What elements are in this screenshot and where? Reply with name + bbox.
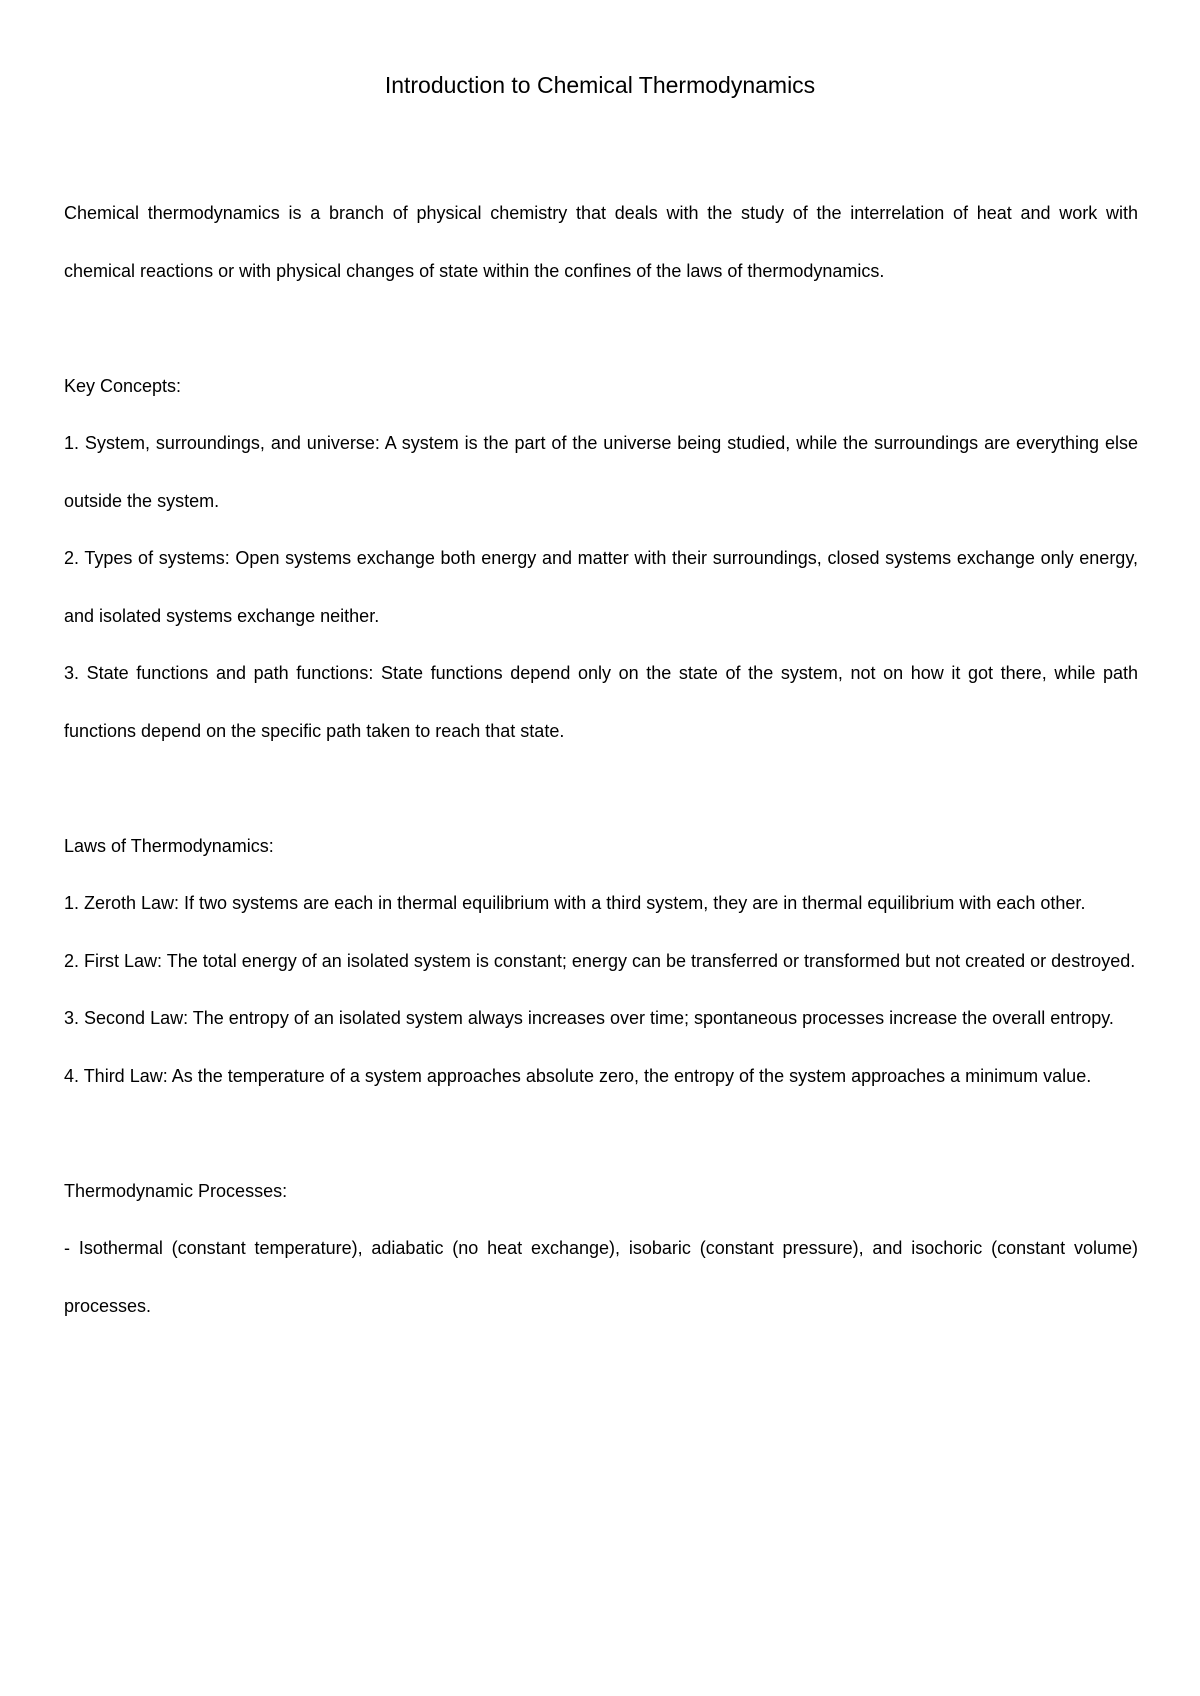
key-concept-item: 1. System, surroundings, and universe: A system is the part of the universe being studied, while the surroundings are everything else outside the system. (64, 433, 1138, 511)
law-item: 2. First Law: The total energy of an isolated system is constant; energy can be transferred or transformed but not created or destroyed. (64, 950, 1136, 971)
document-title: Introduction to Chemical Thermodynamics (384, 72, 816, 98)
processes-heading: Thermodynamic Processes: (64, 1180, 288, 1201)
law-item: 1. Zeroth Law: If two systems are each in thermal equilibrium with a third system, they are in thermal equilibrium with each other. (64, 893, 1086, 913)
key-concepts-heading: Key Concepts: (64, 375, 182, 396)
key-concept-item: 2. Types of systems: Open systems exchange both energy and matter with their surroundings, closed systems exchange only energy, and isolated systems exchange neither. (64, 548, 1138, 626)
intro-paragraph: Chemical thermodynamics is a branch of physical chemistry that deals with the study of the interrelation of heat and work with chemical reactions or with physical changes of state within the confines of the laws of thermodynamics. (64, 203, 1138, 281)
spacer (64, 300, 1138, 358)
document-body (64, 185, 1138, 1335)
process-item: - Isothermal (constant temperature), adiabatic (no heat exchange), isobaric (constant pressure), and isochoric (constant volume) processes. (64, 1238, 1138, 1316)
law-item: 4. Third Law: As the temperature of a system approaches absolute zero, the entropy of the system approaches a minimum value. (64, 1065, 1092, 1086)
law-item: 3. Second Law: The entropy of an isolated system always increases over time; spontaneous processes increase the overall entropy. (64, 1008, 1114, 1028)
laws-heading: Laws of Thermodynamics: (64, 835, 274, 856)
spacer (64, 1105, 1138, 1163)
key-concept-item: 3. State functions and path functions: State functions depend only on the state of the system, not on how it got there, while path functions depend on the specific path taken to reach that state. (64, 663, 1138, 741)
spacer (64, 760, 1138, 818)
